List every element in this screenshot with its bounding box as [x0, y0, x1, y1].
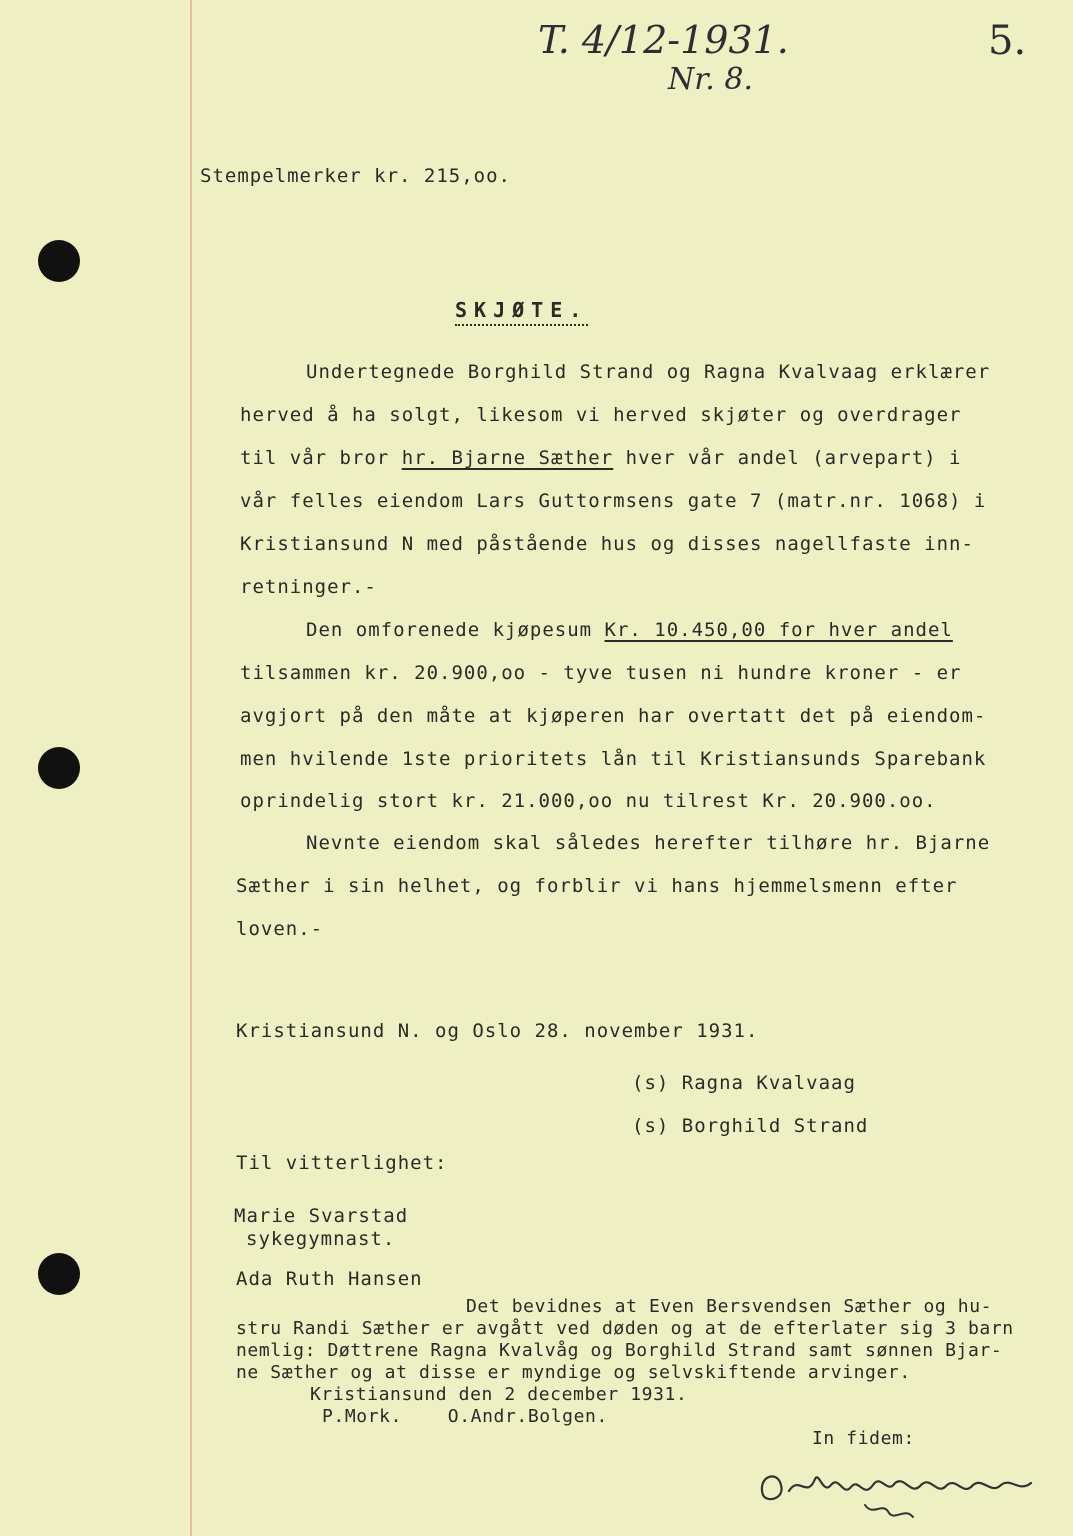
- body-line-8: tilsammen kr. 20.900,oo - tyve tusen ni hundre kroner - er: [240, 662, 962, 684]
- body-line-12: Nevnte eiendom skal således herefter tilhøre hr. Bjarne: [306, 832, 991, 854]
- witness-2-name: Ada Ruth Hansen: [236, 1268, 423, 1290]
- witness-heading: Til vitterlighet:: [236, 1152, 448, 1174]
- witness-1-name: Marie Svarstad: [234, 1205, 409, 1227]
- number-note: Nr. 8.: [668, 62, 753, 97]
- price-per-share: Kr. 10.450,00 for hver andel: [604, 619, 953, 641]
- punch-hole-bottom: [38, 1253, 80, 1295]
- body-line-7: Den omforenede kjøpesum Kr. 10.450,00 for hver andel: [306, 619, 953, 641]
- certification-place-date: Kristiansund den 2 december 1931.: [310, 1384, 688, 1405]
- certification-signers: P.Mork. O.Andr.Bolgen.: [322, 1406, 608, 1427]
- body-line-5: Kristiansund N med påstående hus og disses nagellfaste inn-: [240, 533, 974, 555]
- certification-line-4: ne Sæther og at disse er myndige og selvskiftende arvinger.: [236, 1362, 911, 1383]
- punch-hole-top: [38, 240, 80, 282]
- punch-hole-middle: [38, 747, 80, 789]
- page-number: 5.: [988, 18, 1027, 64]
- body-line-3: til vår bror hr. Bjarne Sæther hver vår andel (arvepart) i: [240, 447, 962, 469]
- in-fidem: In fidem:: [812, 1428, 915, 1449]
- body-line-14: loven.-: [236, 918, 324, 940]
- body-line-6: retninger.-: [240, 576, 377, 598]
- document-title: SKJØTE.: [455, 298, 588, 326]
- witness-1-title: sykegymnast.: [246, 1228, 396, 1250]
- body-line-13: Sæther i sin helhet, og forblir vi hans hjemmelsmenn efter: [236, 875, 958, 897]
- body-line-4: vår felles eiendom Lars Guttormsens gate 7 (matr.nr. 1068) i: [240, 490, 987, 512]
- body-line-9: avgjort på den måte at kjøperen har overtatt det på eiendom-: [240, 705, 987, 727]
- stamp-line: Stempelmerker kr. 215,oo.: [200, 165, 511, 187]
- signature-ragna: (s) Ragna Kvalvaag: [632, 1072, 856, 1094]
- margin-rule: [190, 0, 192, 1536]
- signature-borghild: (s) Borghild Strand: [632, 1115, 869, 1137]
- body-line-10: men hvilende 1ste prioritets lån til Kristiansunds Sparebank: [240, 748, 987, 770]
- body-line-1: Undertegnede Borghild Strand og Ragna Kvalvaag erklærer: [306, 361, 991, 383]
- certification-line-1: Det bevidnes at Even Bersvendsen Sæther og hu-: [466, 1296, 993, 1317]
- handwritten-signature: [755, 1455, 1040, 1525]
- body-line-11: oprindelig stort kr. 21.000,oo nu tilrest Kr. 20.900.oo.: [240, 790, 937, 812]
- body-line-2: herved å ha solgt, likesom vi herved skjøter og overdrager: [240, 404, 962, 426]
- certification-line-2: stru Randi Sæther er avgått ved døden og at de efterlater sig 3 barn: [236, 1318, 1014, 1339]
- buyer-name: hr. Bjarne Sæther: [401, 447, 614, 469]
- place-date: Kristiansund N. og Oslo 28. november 1931.: [236, 1020, 759, 1042]
- certification-line-3: nemlig: Døttrene Ragna Kvalvåg og Borghild Strand samt sønnen Bjar-: [236, 1340, 1003, 1361]
- date-note: T. 4/12-1931.: [538, 18, 789, 62]
